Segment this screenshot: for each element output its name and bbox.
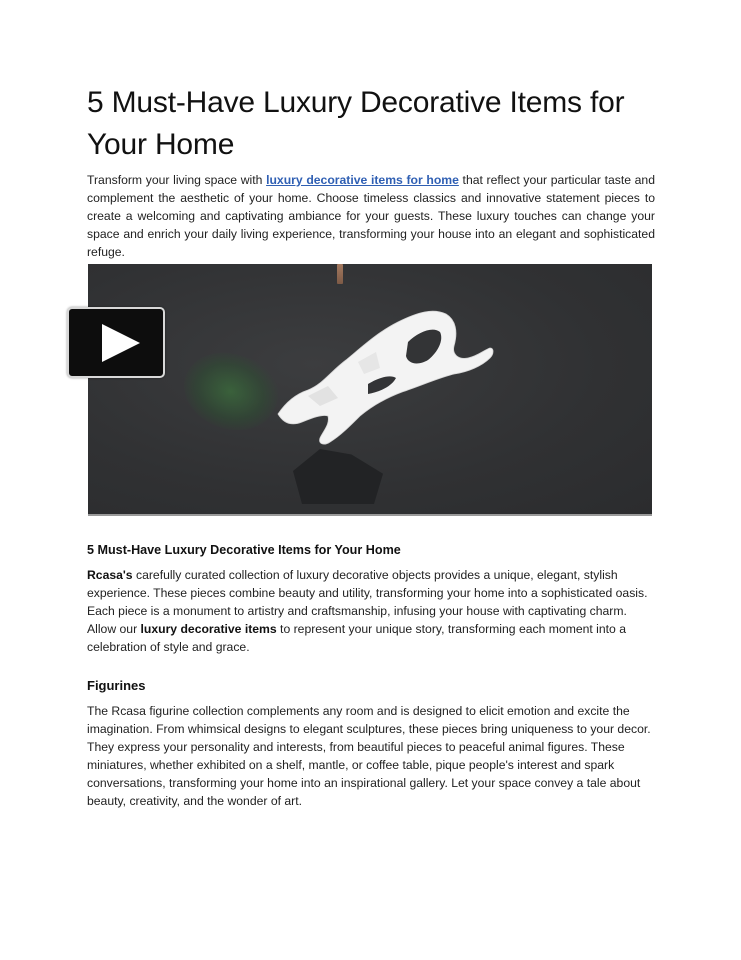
page-title: 5 Must-Have Luxury Decorative Items for Your Home [87, 86, 625, 161]
section-text-part2: to represent your unique story, transforming each moment into a celebration of style and grace. [87, 622, 626, 654]
intro-prefix: Transform your living space with [87, 173, 267, 187]
section-paragraph [87, 566, 655, 656]
brand-name: Rcasa's [87, 568, 133, 582]
play-icon [102, 324, 140, 362]
panther-figurine-graphic [268, 302, 498, 452]
hero-image [88, 264, 652, 516]
figurines-heading: Figurines [87, 678, 146, 693]
lamp-rod-graphic [337, 264, 343, 284]
luxury-decorative-items-link[interactable]: luxury decorative items for home [266, 173, 459, 187]
intro-suffix: that reflect your particular taste and complement the aesthetic of your home. Choose timeless classics and innovative statement pieces to create a welcoming and captivating ambiance for your guests. These luxury touches can change your space and enrich your daily living experience, transforming your house into an elegant and sophisticated refuge. [87, 173, 655, 259]
bold-phrase: luxury decorative items [140, 622, 277, 636]
section-heading: 5 Must-Have Luxury Decorative Items for Your Home [87, 543, 401, 557]
intro-paragraph [87, 171, 655, 261]
play-button[interactable] [67, 307, 165, 378]
figurines-paragraph: The Rcasa figurine collection complements any room and is designed to elicit emotion and excite the imagination. From whimsical designs to elegant sculptures, these pieces bring uniqueness to your decor. They express your personality and interests, from beautiful pieces to peaceful animal figures. These miniatures, whether exhibited on a shelf, mantle, or coffee table, pique people's interest and spark conversations, transforming your home into an inspirational gallery. Let your space convey a tale about beauty, creativity, and the wonder of art. [87, 704, 651, 808]
section-text-part1: carefully curated collection of luxury decorative objects provides a unique, elegant, stylish experience. These pieces combine beauty and utility, transforming your home into a sophisticated oasis. Each piece is a monument to artistry and craftsmanship, infusing your house with captivating charm. Allow our [87, 568, 648, 636]
